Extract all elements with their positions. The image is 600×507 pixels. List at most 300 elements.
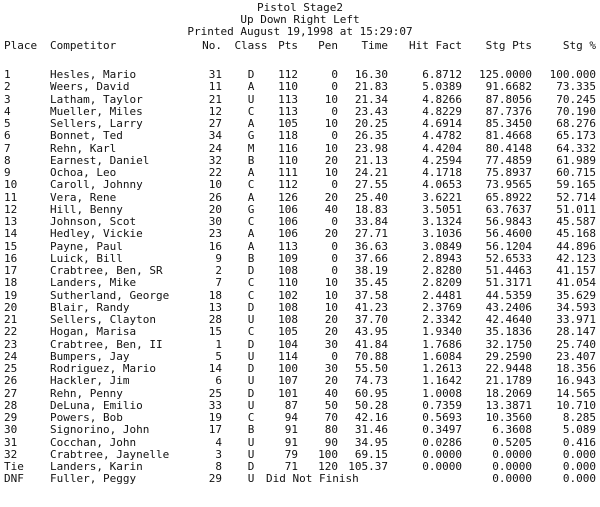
- class-cell: D: [247, 300, 255, 314]
- stage-percent-cell: 65.173: [556, 129, 596, 143]
- class-cell: A: [247, 239, 255, 253]
- number-cell: 2: [215, 264, 222, 277]
- table-row: [0, 179, 600, 191]
- number-cell: 25: [208, 386, 222, 400]
- stage-points-cell: 63.7637: [485, 202, 532, 216]
- stage-percent-cell: 34.593: [556, 300, 596, 314]
- table-row: [0, 106, 600, 118]
- place-cell: 20: [4, 300, 18, 314]
- stage-points-cell: 51.4463: [485, 264, 532, 277]
- stage-percent-cell: 59.165: [556, 178, 596, 192]
- header-pts: Pts: [278, 39, 298, 52]
- time-cell: 20.25: [354, 117, 388, 130]
- time-cell: 25.40: [354, 190, 388, 204]
- number-cell: 7: [215, 276, 222, 290]
- class-cell: M: [247, 141, 255, 155]
- hit-factor-cell: 3.5051: [422, 202, 462, 216]
- stage-points-cell: 10.3560: [485, 411, 532, 424]
- table-row: [0, 388, 600, 400]
- stage-percent-cell: 41.054: [556, 276, 596, 290]
- points-cell: 112: [278, 178, 298, 192]
- penalty-cell: 10: [324, 117, 338, 130]
- competitor-cell: Luick, Bill: [50, 251, 123, 265]
- class-cell: C: [247, 215, 255, 228]
- stage-percent-cell: 70.245: [556, 92, 596, 106]
- stage-percent-cell: 16.943: [556, 374, 596, 388]
- hit-factor-cell: 0.3497: [422, 423, 462, 437]
- number-cell: 21: [208, 92, 222, 106]
- class-cell: C: [247, 178, 255, 192]
- hit-factor-cell: 4.8229: [422, 104, 462, 118]
- stage-percent-cell: 61.989: [556, 153, 596, 167]
- class-cell: U: [247, 349, 255, 363]
- class-cell: U: [247, 374, 255, 388]
- number-cell: 18: [208, 288, 222, 302]
- stage-percent-cell: 42.123: [556, 251, 596, 265]
- hit-factor-cell: 0.0000: [422, 447, 462, 461]
- penalty-cell: 20: [324, 190, 338, 204]
- competitor-cell: Crabtree, Jaynelle: [50, 447, 170, 461]
- penalty-cell: 0: [331, 215, 338, 228]
- stage-points-cell: 22.9448: [485, 362, 532, 375]
- class-cell: U: [247, 313, 255, 326]
- competitor-cell: Rehn, Karl: [50, 141, 117, 155]
- hit-factor-cell: 3.6221: [422, 190, 462, 204]
- table-row: [0, 265, 600, 277]
- competitor-cell: Bumpers, Jay: [50, 349, 130, 363]
- stage-points-cell: 87.7376: [485, 104, 532, 118]
- time-cell: 21.13: [354, 153, 388, 167]
- points-cell: 109: [278, 251, 298, 265]
- table-row: [0, 204, 600, 216]
- stage-percent-cell: 64.332: [556, 141, 596, 155]
- time-cell: 74.73: [354, 374, 388, 388]
- stage-points-cell: 80.4148: [485, 141, 532, 155]
- stage-points-cell: 13.3871: [485, 398, 532, 412]
- points-cell: 114: [278, 349, 298, 363]
- place-cell: 13: [4, 215, 18, 228]
- points-cell: 116: [278, 141, 298, 155]
- penalty-cell: 0: [331, 251, 338, 265]
- penalty-cell: 0: [331, 104, 338, 118]
- stage-points-cell: 125.0000: [479, 68, 532, 81]
- table-row: [0, 351, 600, 363]
- stage-points-cell: 81.4668: [485, 129, 532, 143]
- time-cell: 60.95: [354, 386, 388, 400]
- time-cell: 34.95: [354, 435, 388, 449]
- penalty-cell: 70: [324, 411, 338, 424]
- hit-factor-cell: 2.8280: [422, 264, 462, 277]
- table-row: [0, 363, 600, 375]
- stage-points-cell: 0.0000: [492, 460, 532, 473]
- time-cell: 27.55: [354, 178, 388, 192]
- number-cell: 8: [215, 460, 222, 473]
- penalty-cell: 30: [324, 362, 338, 375]
- place-cell: 21: [4, 313, 18, 326]
- penalty-cell: 90: [324, 435, 338, 449]
- table-row: [0, 277, 600, 289]
- number-cell: 11: [208, 80, 222, 94]
- time-cell: 21.34: [354, 92, 388, 106]
- time-cell: 18.83: [354, 202, 388, 216]
- time-cell: 37.58: [354, 288, 388, 302]
- penalty-cell: 10: [324, 141, 338, 155]
- penalty-cell: 0: [331, 178, 338, 192]
- place-cell: 30: [4, 423, 18, 437]
- penalty-cell: 10: [324, 300, 338, 314]
- hit-factor-cell: 4.6914: [422, 117, 462, 130]
- stage-percent-cell: 28.147: [556, 325, 596, 339]
- number-cell: 24: [208, 141, 222, 155]
- time-cell: 33.84: [354, 215, 388, 228]
- table-row: [0, 424, 600, 436]
- class-cell: B: [247, 251, 255, 265]
- hit-factor-cell: 4.4204: [422, 141, 462, 155]
- table-row: [0, 449, 600, 461]
- points-cell: 101: [278, 386, 298, 400]
- penalty-cell: 40: [324, 202, 338, 216]
- place-cell: 7: [4, 141, 11, 155]
- stage-percent-cell: 45.587: [556, 215, 596, 228]
- stage-percent-cell: 25.740: [556, 337, 596, 351]
- hit-factor-cell: 0.7359: [422, 398, 462, 412]
- points-cell: 113: [278, 92, 298, 106]
- dnf-status: Did Not Finish: [266, 472, 359, 486]
- time-cell: 42.16: [354, 411, 388, 424]
- points-cell: 108: [278, 264, 298, 277]
- table-row: [0, 412, 600, 424]
- stage-percent-cell: 14.565: [556, 386, 596, 400]
- competitor-cell: Powers, Bob: [50, 411, 123, 424]
- points-cell: 113: [278, 104, 298, 118]
- hit-factor-cell: 1.6084: [422, 349, 462, 363]
- dnf-no: 29: [208, 472, 222, 486]
- class-cell: U: [247, 447, 255, 461]
- stage-percent-cell: 35.629: [556, 288, 596, 302]
- time-cell: 31.46: [354, 423, 388, 437]
- penalty-cell: 20: [324, 227, 338, 241]
- time-cell: 105.37: [348, 460, 388, 473]
- competitor-cell: Bonnet, Ted: [50, 129, 123, 143]
- class-cell: C: [247, 325, 255, 339]
- table-row: [0, 241, 600, 253]
- place-cell: 26: [4, 374, 18, 388]
- place-cell: 2: [4, 80, 11, 94]
- table-row: [0, 216, 600, 228]
- hit-factor-cell: 2.8209: [422, 276, 462, 290]
- time-cell: 41.23: [354, 300, 388, 314]
- stage-points-cell: 91.6682: [485, 80, 532, 94]
- competitor-cell: Mueller, Miles: [50, 104, 143, 118]
- header-class: Class: [234, 39, 268, 52]
- class-cell: C: [247, 411, 255, 424]
- hit-factor-cell: 0.5693: [422, 411, 462, 424]
- time-cell: 21.83: [354, 80, 388, 94]
- number-cell: 5: [215, 349, 222, 363]
- hit-factor-cell: 2.3769: [422, 300, 462, 314]
- time-cell: 24.21: [354, 166, 388, 179]
- points-cell: 105: [278, 325, 298, 339]
- stage-percent-cell: 51.011: [556, 202, 596, 216]
- class-cell: D: [247, 460, 255, 473]
- stage-points-cell: 18.2069: [485, 386, 532, 400]
- competitor-cell: DeLuna, Emilio: [50, 398, 143, 412]
- stage-percent-cell: 0.000: [562, 460, 596, 473]
- number-cell: 12: [208, 104, 222, 118]
- header-hit-fact: Hit Fact: [409, 39, 462, 52]
- points-cell: 111: [278, 166, 298, 179]
- class-cell: A: [247, 227, 255, 241]
- hit-factor-cell: 4.4782: [422, 129, 462, 143]
- points-cell: 108: [278, 300, 298, 314]
- competitor-cell: Caroll, Johnny: [50, 178, 143, 192]
- class-cell: D: [247, 337, 255, 351]
- dnf-stg-pct: 0.000: [562, 472, 596, 486]
- hit-factor-cell: 2.4481: [422, 288, 462, 302]
- dnf-class: U: [247, 472, 255, 486]
- competitor-cell: Hogan, Marisa: [50, 325, 137, 339]
- stage-percent-cell: 18.356: [556, 362, 596, 375]
- competitor-cell: Cocchan, John: [50, 435, 137, 449]
- table-row: [0, 461, 600, 473]
- hit-factor-cell: 4.2594: [422, 153, 462, 167]
- time-cell: 70.88: [354, 349, 388, 363]
- penalty-cell: 20: [324, 313, 338, 326]
- place-cell: 23: [4, 337, 18, 351]
- place-cell: 18: [4, 276, 18, 290]
- stage-percent-cell: 0.000: [562, 447, 596, 461]
- hit-factor-cell: 1.2613: [422, 362, 462, 375]
- time-cell: 50.28: [354, 398, 388, 412]
- number-cell: 13: [208, 300, 222, 314]
- stage-percent-cell: 68.276: [556, 117, 596, 130]
- place-cell: Tie: [4, 460, 24, 473]
- points-cell: 118: [278, 129, 298, 143]
- table-row: [0, 143, 600, 155]
- number-cell: 20: [208, 202, 222, 216]
- competitor-cell: Hackler, Jim: [50, 374, 130, 388]
- number-cell: 15: [208, 325, 222, 339]
- stage-points-cell: 44.5359: [485, 288, 532, 302]
- time-cell: 26.35: [354, 129, 388, 143]
- table-row: [0, 228, 600, 240]
- points-cell: 110: [278, 80, 298, 94]
- competitor-cell: Johnson, Scot: [50, 215, 137, 228]
- hit-factor-cell: 0.0000: [422, 460, 462, 473]
- stage-percent-cell: 41.157: [556, 264, 596, 277]
- time-cell: 38.19: [354, 264, 388, 277]
- hit-factor-cell: 1.0008: [422, 386, 462, 400]
- competitor-cell: Rodriguez, Mario: [50, 362, 156, 375]
- competitor-cell: Ochoa, Leo: [50, 166, 117, 179]
- stage-percent-cell: 8.285: [562, 411, 596, 424]
- number-cell: 26: [208, 190, 222, 204]
- points-cell: 100: [278, 362, 298, 375]
- penalty-cell: 0: [331, 129, 338, 143]
- points-cell: 126: [278, 190, 298, 204]
- competitor-cell: Vera, Rene: [50, 190, 117, 204]
- place-cell: 12: [4, 202, 18, 216]
- penalty-cell: 20: [324, 153, 338, 167]
- hit-factor-cell: 2.8943: [422, 251, 462, 265]
- hit-factor-cell: 4.1718: [422, 166, 462, 179]
- points-cell: 106: [278, 202, 298, 216]
- stage-points-cell: 0.0000: [492, 447, 532, 461]
- stage-points-cell: 21.1789: [485, 374, 532, 388]
- time-cell: 16.30: [354, 68, 388, 81]
- competitor-cell: Sellers, Clayton: [50, 313, 156, 326]
- number-cell: 14: [208, 362, 222, 375]
- stage-percent-cell: 23.407: [556, 349, 596, 363]
- header-place: Place: [4, 39, 38, 52]
- stage-points-cell: 0.5205: [492, 435, 532, 449]
- table-row: [0, 192, 600, 204]
- table-row: [0, 94, 600, 106]
- penalty-cell: 50: [324, 398, 338, 412]
- stage-percent-cell: 44.896: [556, 239, 596, 253]
- hit-factor-cell: 1.1642: [422, 374, 462, 388]
- competitor-cell: Sutherland, George: [50, 288, 170, 302]
- class-cell: U: [247, 398, 255, 412]
- number-cell: 34: [208, 129, 222, 143]
- class-cell: D: [247, 264, 255, 277]
- place-cell: 24: [4, 349, 18, 363]
- hit-factor-cell: 6.8712: [422, 68, 462, 81]
- penalty-cell: 0: [331, 80, 338, 94]
- stage-points-cell: 56.1204: [485, 239, 532, 253]
- header-time: Time: [361, 39, 388, 52]
- class-cell: C: [247, 104, 255, 118]
- place-cell: 11: [4, 190, 18, 204]
- stage-points-cell: 43.2406: [485, 300, 532, 314]
- stage-points-cell: 75.8937: [485, 166, 532, 179]
- table-row: [0, 130, 600, 142]
- place-cell: 25: [4, 362, 18, 375]
- points-cell: 71: [284, 460, 298, 473]
- class-cell: B: [247, 423, 255, 437]
- stage-percent-cell: 73.335: [556, 80, 596, 94]
- stage-percent-cell: 33.971: [556, 313, 596, 326]
- class-cell: A: [247, 80, 255, 94]
- time-cell: 23.98: [354, 141, 388, 155]
- stage-percent-cell: 5.089: [562, 423, 596, 437]
- number-cell: 3: [215, 447, 222, 461]
- stage-points-cell: 35.1836: [485, 325, 532, 339]
- place-cell: 14: [4, 227, 18, 241]
- place-cell: 32: [4, 447, 18, 461]
- place-cell: 16: [4, 251, 18, 265]
- penalty-cell: 0: [331, 349, 338, 363]
- class-cell: G: [247, 202, 255, 216]
- penalty-cell: 0: [331, 68, 338, 81]
- points-cell: 79: [284, 447, 298, 461]
- stage-percent-cell: 70.190: [556, 104, 596, 118]
- table-row: [0, 302, 600, 314]
- stage-points-cell: 87.8056: [485, 92, 532, 106]
- time-cell: 27.71: [354, 227, 388, 241]
- hit-factor-cell: 1.9340: [422, 325, 462, 339]
- penalty-cell: 0: [331, 264, 338, 277]
- competitor-cell: Hill, Benny: [50, 202, 123, 216]
- time-cell: 23.43: [354, 104, 388, 118]
- stage-percent-cell: 45.168: [556, 227, 596, 241]
- class-cell: A: [247, 190, 255, 204]
- stage-percent-cell: 0.416: [562, 435, 596, 449]
- points-cell: 91: [284, 435, 298, 449]
- number-cell: 23: [208, 227, 222, 241]
- points-cell: 94: [284, 411, 298, 424]
- header-pen: Pen: [318, 39, 338, 52]
- number-cell: 31: [208, 68, 222, 81]
- place-cell: 27: [4, 386, 18, 400]
- place-cell: 1: [4, 68, 11, 81]
- stage-percent-cell: 100.000: [549, 68, 596, 81]
- header-competitor: Competitor: [50, 39, 117, 52]
- number-cell: 27: [208, 117, 222, 130]
- place-cell: 22: [4, 325, 18, 339]
- points-cell: 112: [278, 68, 298, 81]
- stage-points-cell: 32.1750: [485, 337, 532, 351]
- dnf-row: [0, 473, 600, 485]
- hit-factor-cell: 3.0849: [422, 239, 462, 253]
- competitor-cell: Hesles, Mario: [50, 68, 137, 81]
- table-row: [0, 155, 600, 167]
- printed-timestamp: Printed August 19,1998 at 15:29:07: [187, 25, 413, 38]
- class-cell: C: [247, 288, 255, 302]
- number-cell: 17: [208, 423, 222, 437]
- competitor-cell: Payne, Paul: [50, 239, 123, 253]
- class-cell: D: [247, 386, 255, 400]
- place-cell: 17: [4, 264, 18, 277]
- table-row: [0, 375, 600, 387]
- hit-factor-cell: 2.3342: [422, 313, 462, 326]
- stage-points-cell: 85.3450: [485, 117, 532, 130]
- place-cell: 19: [4, 288, 18, 302]
- competitor-cell: Rehn, Penny: [50, 386, 123, 400]
- table-row: [0, 118, 600, 130]
- table-row: [0, 253, 600, 265]
- place-cell: 5: [4, 117, 11, 130]
- time-cell: 37.70: [354, 313, 388, 326]
- points-cell: 110: [278, 153, 298, 167]
- stage-points-cell: 51.3171: [485, 276, 532, 290]
- stage-points-cell: 52.6533: [485, 251, 532, 265]
- points-cell: 106: [278, 215, 298, 228]
- place-cell: 6: [4, 129, 11, 143]
- time-cell: 69.15: [354, 447, 388, 461]
- penalty-cell: 80: [324, 423, 338, 437]
- number-cell: 10: [208, 178, 222, 192]
- stage-points-cell: 29.2590: [485, 349, 532, 363]
- competitor-cell: Blair, Randy: [50, 300, 130, 314]
- penalty-cell: 100: [318, 447, 338, 461]
- place-cell: 8: [4, 153, 11, 167]
- stage-points-cell: 73.9565: [485, 178, 532, 192]
- stage-subtitle: Up Down Right Left: [240, 13, 360, 26]
- number-cell: 32: [208, 153, 222, 167]
- penalty-cell: 10: [324, 276, 338, 290]
- table-row: [0, 314, 600, 326]
- stage-points-cell: 56.4600: [485, 227, 532, 241]
- number-cell: 4: [215, 435, 222, 449]
- number-cell: 9: [215, 251, 222, 265]
- time-cell: 37.66: [354, 251, 388, 265]
- header-no: No.: [202, 39, 222, 52]
- stage-percent-cell: 10.710: [556, 398, 596, 412]
- place-cell: 10: [4, 178, 18, 192]
- class-cell: U: [247, 435, 255, 449]
- place-cell: 29: [4, 411, 18, 424]
